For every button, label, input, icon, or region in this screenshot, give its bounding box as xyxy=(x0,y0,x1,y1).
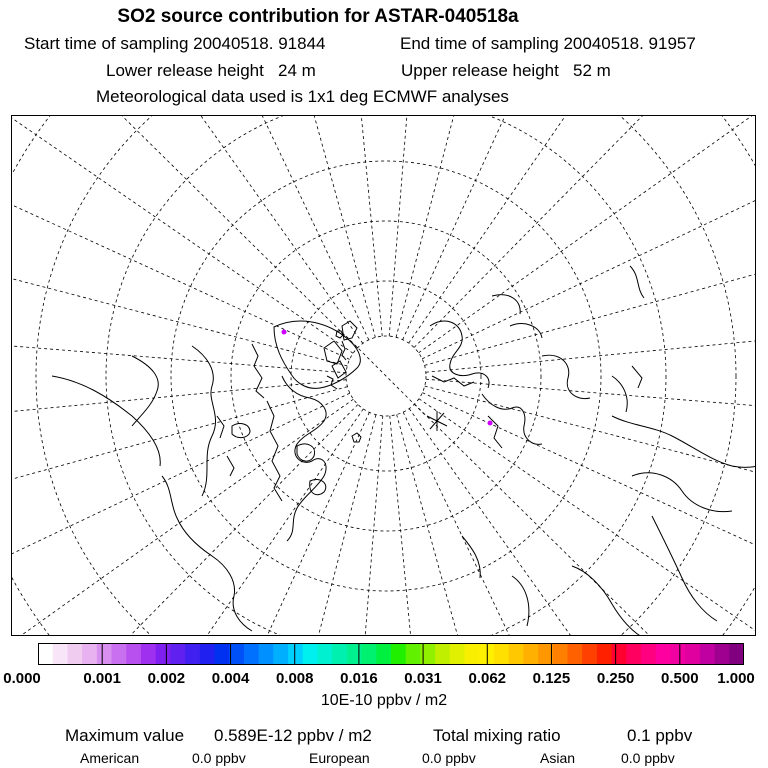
colorbar-cell xyxy=(715,643,730,665)
graticule xyxy=(12,116,756,636)
map-canvas xyxy=(12,116,756,636)
colorbar-cell xyxy=(288,643,303,665)
colorbar-cell xyxy=(391,643,406,665)
meridian-line xyxy=(12,412,369,636)
region-american-value: 0.0 ppbv xyxy=(192,750,246,766)
colorbar-tick-label: 0.250 xyxy=(596,670,635,687)
colorbar-tick-label: 0.002 xyxy=(147,670,186,687)
meridian-line xyxy=(12,116,350,359)
meridian-line xyxy=(159,415,376,636)
colorbar-cell xyxy=(317,643,332,665)
colorbar-cell xyxy=(494,643,509,665)
colorbar-tick-label: 0.062 xyxy=(468,670,507,687)
colorbar-tick-label: 0.125 xyxy=(532,670,571,687)
colorbar-cell xyxy=(656,643,671,665)
region-asian-value: 0.0 ppbv xyxy=(621,750,675,766)
region-american-name: American xyxy=(80,750,140,766)
colorbar-cell xyxy=(126,643,141,665)
meridian-line xyxy=(426,291,756,372)
met-data-label: Meteorological data used is 1x1 deg ECMWF analyses xyxy=(96,87,509,106)
meridian-line xyxy=(425,386,756,603)
colorbar-cell xyxy=(568,643,583,665)
colorbar-cell xyxy=(641,643,656,665)
colorbar-cell xyxy=(376,643,391,665)
colorbar-cell xyxy=(244,643,259,665)
colorbar-cell xyxy=(170,643,185,665)
colorbar-cell xyxy=(67,643,82,665)
meridian-line xyxy=(12,116,353,353)
colorbar-cell xyxy=(612,643,627,665)
colorbar-tick-label: 0.031 xyxy=(404,670,442,687)
meridian-line xyxy=(12,393,350,636)
meridian-line xyxy=(314,416,383,636)
colorbar-cell xyxy=(729,643,744,665)
meridian-line xyxy=(12,304,346,373)
meridian-line xyxy=(147,116,376,337)
meridian-line xyxy=(422,116,756,359)
colorbar-cell xyxy=(112,643,127,665)
meridian-line xyxy=(397,415,626,636)
chart-title: SO2 source contribution for ASTAR-040518a xyxy=(117,6,519,27)
meridian-line xyxy=(419,399,756,636)
colorbar-cell xyxy=(259,643,274,665)
colorbar-cell xyxy=(553,643,568,665)
colorbar-cell xyxy=(450,643,465,665)
upper-height-label: Upper release height 52 m xyxy=(401,61,611,80)
lower-height-label: Lower release height 24 m xyxy=(106,61,316,80)
coastlines xyxy=(52,266,756,636)
meridian-line xyxy=(12,399,353,636)
colorbar-cell xyxy=(597,643,612,665)
total-mixing-label: Total mixing ratio xyxy=(433,726,561,745)
colorbar-cell xyxy=(273,643,288,665)
start-time-label: Start time of sampling 20040518. 91844 xyxy=(24,34,326,53)
colorbar-tick-label: 0.500 xyxy=(661,670,699,687)
colorbar-cell xyxy=(685,643,700,665)
colorbar-cell xyxy=(53,643,68,665)
colorbar-unit-label: 10E-10 ppbv / m2 xyxy=(320,692,448,709)
region-european-value: 0.0 ppbv xyxy=(422,750,476,766)
meridian-line xyxy=(396,116,613,337)
colorbar-cell xyxy=(626,643,641,665)
end-time-label: End time of sampling 20040518. 91957 xyxy=(400,34,696,53)
colorbar-cell xyxy=(670,643,685,665)
meridian-line xyxy=(425,137,756,366)
release-marker xyxy=(282,330,287,335)
meridian-line xyxy=(346,336,426,416)
colorbar-cell xyxy=(156,643,171,665)
meridian-line xyxy=(403,116,756,340)
colorbar-cell xyxy=(215,643,230,665)
max-value: 0.589E-12 ppbv / m2 xyxy=(214,726,372,745)
colorbar-cell xyxy=(332,643,347,665)
colorbar-tick-label: 0.008 xyxy=(275,670,314,687)
meridian-line xyxy=(12,116,358,348)
region-european-name: European xyxy=(309,750,370,766)
colorbar-tick-label: 0.016 xyxy=(340,670,378,687)
colorbar xyxy=(38,643,744,665)
latitude-circle xyxy=(12,116,756,636)
max-value-label: Maximum value xyxy=(65,726,185,745)
meridian-line xyxy=(12,149,347,366)
colorbar-cell xyxy=(509,643,524,665)
colorbar-cell xyxy=(362,643,377,665)
colorbar-cell xyxy=(406,643,421,665)
meridian-line xyxy=(12,387,347,616)
colorbar-cell xyxy=(700,643,715,665)
meridian-line xyxy=(12,404,358,636)
colorbar-cell xyxy=(97,643,112,665)
meridian-line xyxy=(414,116,756,348)
meridian-line xyxy=(301,116,382,336)
colorbar-cell xyxy=(141,643,156,665)
colorbar-tick-label: 0.000 xyxy=(3,670,41,687)
colorbar-cell xyxy=(229,643,244,665)
meridian-line xyxy=(419,116,756,353)
colorbar-cell xyxy=(435,643,450,665)
colorbar-tick-label: 0.004 xyxy=(211,670,250,687)
meridian-line xyxy=(12,116,369,340)
colorbar-cell xyxy=(347,643,362,665)
meridian-line xyxy=(414,404,756,636)
meridian-line xyxy=(389,116,458,336)
colorbar-tick-label: 0.001 xyxy=(83,670,121,687)
meridian-line xyxy=(390,416,471,636)
colorbar-cell xyxy=(465,643,480,665)
colorbar-cell xyxy=(82,643,97,665)
region-asian-name: Asian xyxy=(540,750,576,766)
meridian-line xyxy=(12,409,363,636)
colorbar-tick-label: 1.000 xyxy=(717,670,755,687)
colorbar-cell xyxy=(38,643,53,665)
colorbar-cell xyxy=(582,643,597,665)
release-marker xyxy=(488,421,493,426)
colorbar-cell xyxy=(185,643,200,665)
colorbar-cell xyxy=(303,643,318,665)
meridian-line xyxy=(12,380,346,461)
meridian-line xyxy=(12,116,363,343)
polar-map xyxy=(11,115,756,636)
total-mixing-value: 0.1 ppbv xyxy=(627,726,693,745)
colorbar-cell xyxy=(200,643,215,665)
colorbar-cell xyxy=(523,643,538,665)
